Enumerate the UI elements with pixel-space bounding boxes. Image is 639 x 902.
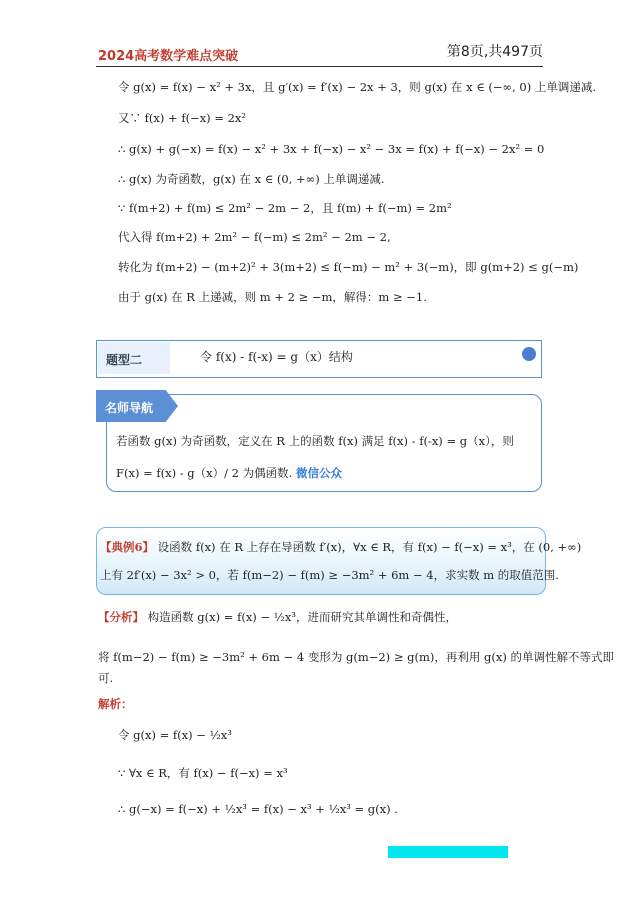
derivation-line-6: 代入得 f(m+2) + 2m² − f(−m) ≤ 2m² − 2m − 2, [118,230,391,244]
derivation-line-3: ∴ g(x) + g(−x) = f(x) − x² + 3x + f(−x) − x² − 3x = f(x) + f(−x) − 2x² = 0 [118,142,545,156]
solution-line-1: 令 g(x) = f(x) − ½x³ [118,728,232,742]
derivation-line-7: 转化为 f(m+2) − (m+2)² + 3(m+2) ≤ f(−m) − m² + 3(−m)，即 g(m+2) ≤ g(−m) [118,260,579,274]
analysis-line-3: 可. [98,671,114,685]
derivation-line-4: ∴ g(x) 为奇函数，g(x) 在 x ∈ (0, +∞) 上单调递减. [118,172,385,186]
solution-line-3: ∴ g(−x) = f(−x) + ½x³ = f(x) − x³ + ½x³ = g(x) . [118,802,398,816]
example-line-1 [100,540,581,554]
example-box [96,527,546,595]
analysis-line-1 [98,610,457,624]
highlight-bar [388,846,508,858]
example-text-1: 设函数 f(x) 在 R 上存在导函数 f′(x)，∀x ∈ R，有 f(x) − f(−x) = x³，在 (0, +∞) [157,540,582,554]
example-tag: 【典例6】 [100,540,155,554]
guide-text: 若函数 g(x) 为奇函数，定义在 R 上的函数 f(x) 满足 f(x) - f(-x) = g（x），则 [116,434,514,448]
example-line-2: 上有 2f′(x) − 3x² > 0，若 f(m−2) − f(m) ≥ −3m² + 6m − 4，求实数 m 的取值范围. [100,568,559,582]
wechat-link[interactable]: 微信公众 [295,466,342,480]
type2-label: 题型二 [106,353,143,367]
circle-marker-icon [522,347,536,361]
derivation-line-1: 令 g(x) = f(x) − x² + 3x，且 g′(x) = f′(x) − 2x + 3，则 g(x) 在 x ∈ (−∞, 0) 上单调递减. [118,80,597,94]
analysis-line-2: 将 f(m−2) − f(m) ≥ −3m² + 6m − 4 变形为 g(m−2) ≥ g(m)，再利用 g(x) 的单调性解不等式即 [98,650,614,664]
type2-title: 令 f(x) - f(-x) = g（x）结构 [200,350,353,364]
derivation-line-8: 由于 g(x) 在 R 上递减，则 m + 2 ≥ −m，解得：m ≥ −1. [118,290,427,304]
page-indicator: 第8页,共497页 [446,44,543,60]
guide-formula-text: F(x) = f(x) - g（x）/ 2 为偶函数. [116,466,293,480]
derivation-line-5: ∵ f(m+2) + f(m) ≤ 2m² − 2m − 2，且 f(m) + f(−m) = 2m² [118,201,452,215]
analysis-tag: 【分析】 [98,610,144,624]
guide-label: 名师导航 [105,401,154,415]
analysis-text: 构造函数 g(x) = f(x) − ½x³，进而研究其单调性和奇偶性， [147,610,457,624]
header-divider [96,66,543,67]
solution-line-2: ∵ ∀x ∈ R，有 f(x) − f(−x) = x³ [118,766,288,780]
header-brand: 2024高考数学难点突破 [98,49,239,64]
solution-tag: 解析： [98,697,133,711]
derivation-line-2: 又∵ f(x) + f(−x) = 2x² [118,111,247,125]
guide-formula [116,466,342,480]
